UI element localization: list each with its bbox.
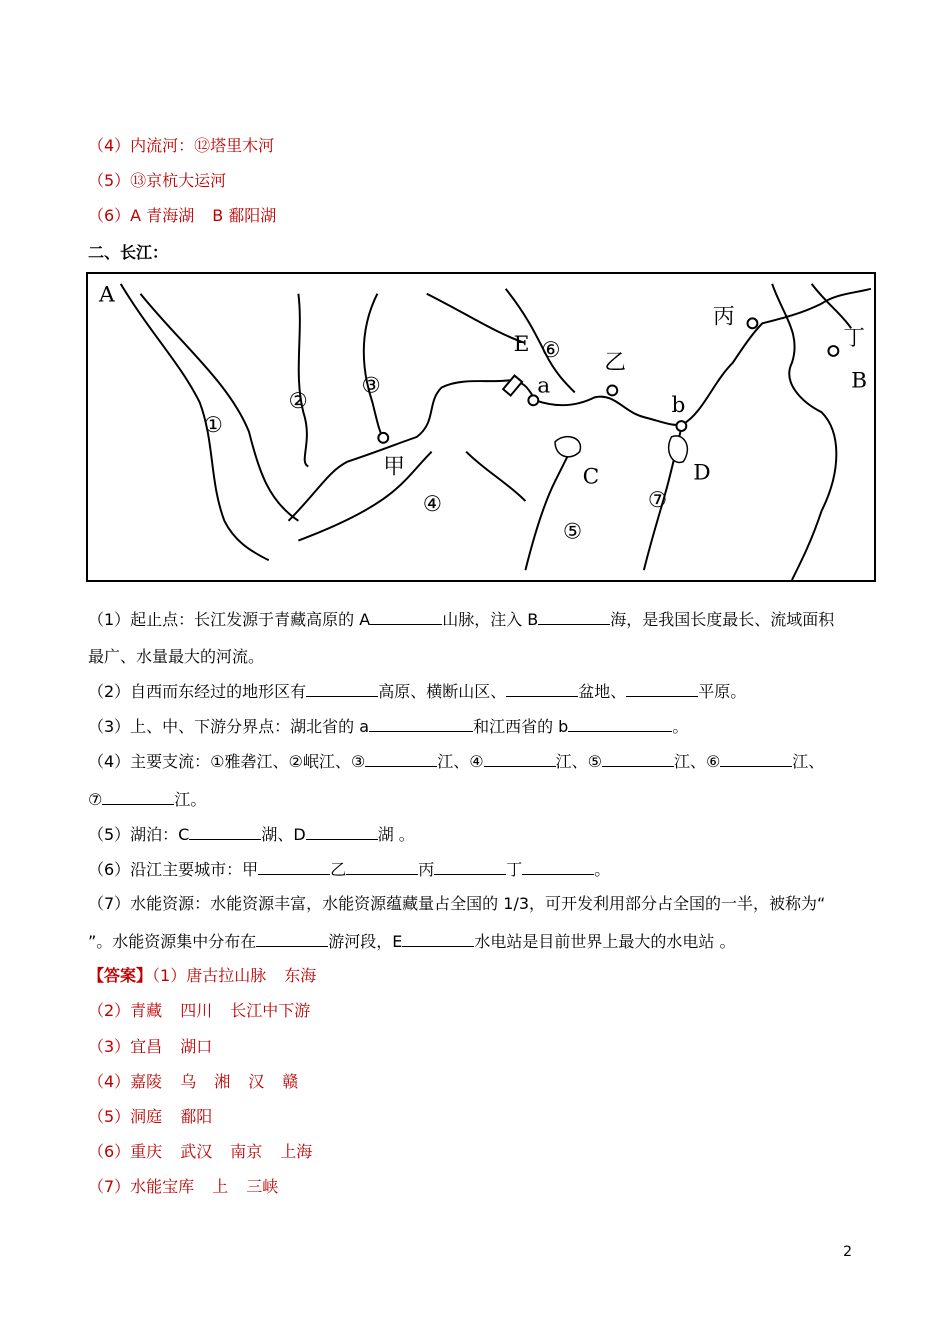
map-label-ding: 丁 <box>843 326 865 352</box>
q4-blank-7[interactable] <box>102 788 174 805</box>
q4-blank-6[interactable] <box>720 750 792 767</box>
question-7-line1: （7）水能资源：水能资源丰富，水能资源蕴藏量占全国的 1/3，可开发利用部分占全国的一半，被称为“ <box>88 894 826 913</box>
ak1-0: （1）唐古拉山脉 <box>152 966 267 985</box>
river-jinsha <box>140 294 298 521</box>
map-label-n7: ⑦ <box>647 487 668 513</box>
map-label-n6: ⑥ <box>541 337 561 363</box>
city-bing <box>748 318 758 328</box>
q4-text-b: 江、④ <box>437 752 484 771</box>
question-5 <box>88 823 415 846</box>
river-jialing <box>361 294 383 438</box>
answer-q6-b: B 鄱阳湖 <box>212 206 277 225</box>
city-jia <box>378 433 388 443</box>
map-label-C: C <box>582 464 600 490</box>
ak3-0: （3）宜昌 <box>88 1037 163 1056</box>
q4-blank-4[interactable] <box>484 750 556 767</box>
q6-blank-ding[interactable] <box>522 858 594 875</box>
q7-blank-E[interactable] <box>402 930 474 947</box>
question-1-line2: 最广、水量最大的河流。 <box>88 647 265 666</box>
river-han-upper <box>427 294 526 343</box>
q4-text-c: 江、⑤ <box>555 752 602 771</box>
river-yalong <box>121 284 269 560</box>
map-label-n3: ③ <box>361 373 382 399</box>
q3-text-b: 和江西省的 b <box>473 717 569 736</box>
q6-text-a: （6）沿江主要城市：甲 <box>88 860 259 879</box>
q4-text-d: 江、⑥ <box>673 752 721 771</box>
question-7-line2 <box>88 930 736 953</box>
question-3 <box>88 715 688 738</box>
q3-text-c: 。 <box>672 717 689 736</box>
q2-text-a: （2）自西而东经过的地形区有 <box>88 682 307 701</box>
map-label-E: E <box>513 331 530 357</box>
answer-key-2 <box>88 1000 310 1022</box>
q7-text-d: 水电站是目前世界上最大的水电站 。 <box>474 932 736 951</box>
ak4-1: 乌 <box>180 1072 197 1091</box>
ak6-2: 南京 <box>230 1142 263 1161</box>
q6-text-d: 丁 <box>506 860 523 879</box>
q5-text-a: （5）湖泊：C <box>88 825 190 844</box>
q6-blank-jia[interactable] <box>258 858 330 875</box>
q4-blank-3[interactable] <box>365 750 437 767</box>
q2-blank-3[interactable] <box>626 680 698 697</box>
answer-q5-canal: （5）⑬京杭大运河 <box>88 171 227 190</box>
q7-text-b: ”。水能资源集中分布在 <box>88 932 257 951</box>
q2-blank-2[interactable] <box>506 680 578 697</box>
ak5-1: 鄱阳 <box>180 1107 213 1126</box>
river-xiang-branch <box>466 452 525 501</box>
river-wu <box>298 452 431 541</box>
point-b <box>676 421 686 431</box>
q7-blank-section[interactable] <box>256 930 328 947</box>
q4-text-g: 江。 <box>174 790 207 809</box>
section-title: 二、长江： <box>88 243 169 262</box>
answer-key-1 <box>88 965 316 987</box>
question-4-line2 <box>88 788 206 811</box>
ak4-4: 赣 <box>282 1072 299 1091</box>
ak4-0: （4）嘉陵 <box>88 1072 163 1091</box>
river-min <box>298 294 308 467</box>
q2-text-b: 高原、横断山区、 <box>378 682 507 701</box>
map-label-bing: 丙 <box>712 304 735 330</box>
q3-blank-a[interactable] <box>369 715 473 732</box>
ak1-1: 东海 <box>284 966 317 985</box>
q4-text-a: （4）主要支流：①雅砻江、②岷江、③ <box>88 752 366 771</box>
ak6-1: 武汉 <box>180 1142 213 1161</box>
ak5-0: （5）洞庭 <box>88 1107 163 1126</box>
question-1-line1 <box>88 608 834 631</box>
yangtze-river-map <box>86 272 876 582</box>
answer-key-3 <box>88 1036 212 1058</box>
q6-text-c: 丙 <box>418 860 435 879</box>
map-label-A: A <box>98 282 115 308</box>
map-label-B: B <box>851 368 868 394</box>
answer-q6-lakes <box>88 205 276 227</box>
answer-q6-a: （6）A 青海湖 <box>88 206 195 225</box>
q4-text-e: 江、 <box>792 752 825 771</box>
answer-key-6 <box>88 1141 312 1163</box>
ak2-0: （2）青藏 <box>88 1001 163 1020</box>
city-yi <box>607 386 617 396</box>
q3-blank-b[interactable] <box>568 715 672 732</box>
q4-text-f: ⑦ <box>88 790 103 809</box>
map-label-n2: ② <box>288 389 308 415</box>
q1-text-a: （1）起止点：长江发源于青藏高原的 A <box>88 610 371 629</box>
q4-blank-5[interactable] <box>602 750 674 767</box>
answer-key-label: 【答案】 <box>88 966 153 985</box>
q6-blank-yi[interactable] <box>346 858 418 875</box>
q6-text-e: 。 <box>594 860 611 879</box>
ak4-2: 湘 <box>214 1072 231 1091</box>
ak7-2: 三峡 <box>246 1177 279 1196</box>
question-4-line1 <box>88 750 824 773</box>
q3-text-a: （3）上、中、下游分界点：湖北省的 a <box>88 717 370 736</box>
lake-dongting <box>555 437 580 457</box>
map-label-n4: ④ <box>422 491 443 517</box>
question-6 <box>88 858 610 881</box>
answer-q4-inland-river: （4）内流河：⑫塔里木河 <box>88 136 275 155</box>
ak6-0: （6）重庆 <box>88 1142 163 1161</box>
q1-blank-B[interactable] <box>538 608 610 625</box>
map-label-n5: ⑤ <box>562 519 583 545</box>
q1-text-c: 海，是我国长度最长、流域面积 <box>610 610 835 629</box>
question-2 <box>88 680 746 703</box>
q2-blank-1[interactable] <box>306 680 378 697</box>
map-label-yi: 乙 <box>604 349 627 375</box>
ak2-1: 四川 <box>180 1001 213 1020</box>
ak3-1: 湖口 <box>180 1037 213 1056</box>
q2-text-c: 盆地、 <box>578 682 627 701</box>
q5-blank-D[interactable] <box>306 823 378 840</box>
answer-key-4 <box>88 1071 298 1093</box>
ak4-3: 汉 <box>248 1072 265 1091</box>
q5-text-b: 湖、D <box>261 825 306 844</box>
q1-text-b: 山脉，注入 B <box>442 610 539 629</box>
river-main-upper <box>289 380 536 520</box>
city-ding <box>828 346 838 356</box>
map-label-D: D <box>693 460 711 486</box>
q6-text-b: 乙 <box>330 860 347 879</box>
ak7-1: 上 <box>212 1177 229 1196</box>
river-main-lower <box>683 289 871 424</box>
q5-blank-C[interactable] <box>189 823 261 840</box>
q2-text-d: 平原。 <box>698 682 747 701</box>
answer-key-7 <box>88 1176 278 1198</box>
map-label-b: b <box>671 393 686 419</box>
map-label-n1: ① <box>203 412 224 438</box>
q7-text-c: 游河段，E <box>328 932 403 951</box>
ak7-0: （7）水能宝库 <box>88 1177 195 1196</box>
river-main-middle <box>535 397 683 425</box>
lake-poyang <box>669 436 688 463</box>
q6-blank-bing[interactable] <box>434 858 506 875</box>
answer-key-5 <box>88 1106 212 1128</box>
ak2-2: 长江中下游 <box>230 1001 311 1020</box>
coastline <box>772 284 836 580</box>
q5-text-c: 湖 。 <box>377 825 415 844</box>
q1-blank-A[interactable] <box>370 608 442 625</box>
map-label-jia: 甲 <box>383 454 405 480</box>
river-xiang <box>525 442 574 570</box>
ak6-3: 上海 <box>280 1142 313 1161</box>
page-number: 2 <box>843 1244 852 1260</box>
map-label-a: a <box>537 373 551 399</box>
dam-icon <box>503 376 522 396</box>
